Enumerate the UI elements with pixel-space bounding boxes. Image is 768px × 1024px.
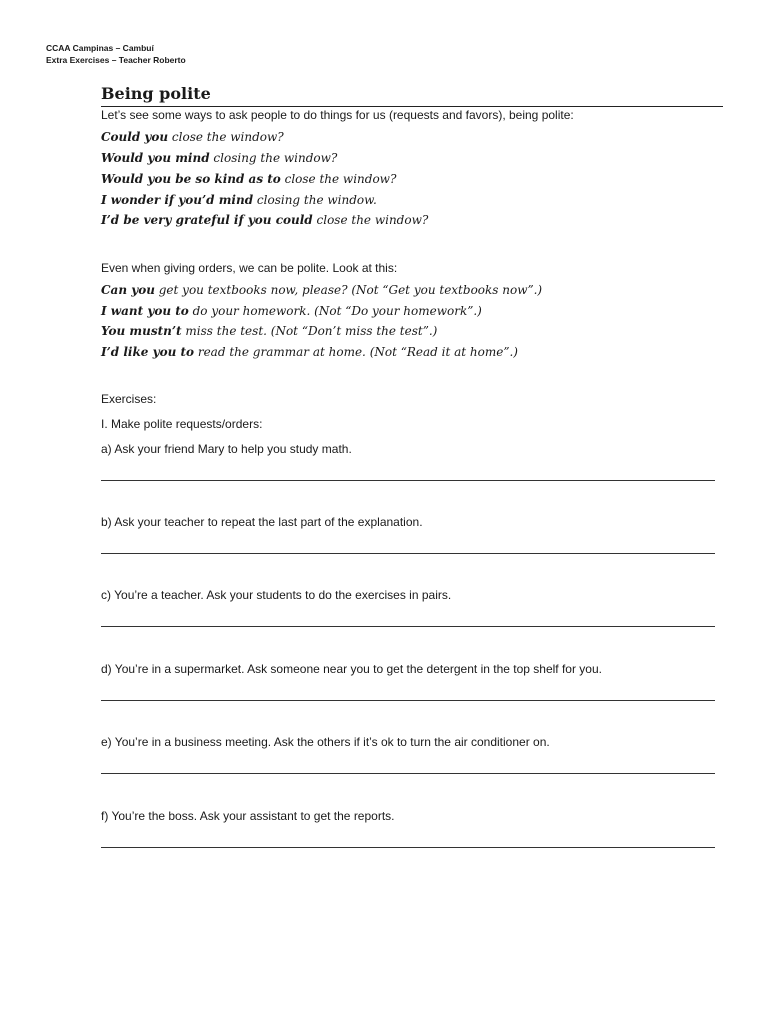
question-text: e) You’re in a business meeting. Ask the others if it’s ok to turn the air conditioner on. bbox=[101, 735, 550, 749]
answer-line[interactable] bbox=[101, 553, 715, 554]
answer-line[interactable] bbox=[101, 626, 715, 627]
question-text: a) Ask your friend Mary to help you study math. bbox=[101, 442, 352, 456]
request-example: Would you mind closing the window? bbox=[101, 151, 338, 165]
orders-intro-text: Even when giving orders, we can be polite. Look at this: bbox=[101, 261, 398, 275]
page-title: Being polite bbox=[101, 84, 211, 103]
order-example: I’d like you to read the grammar at home. (Not “Read it at home”.) bbox=[101, 345, 518, 359]
question-text: b) Ask your teacher to repeat the last part of the explanation. bbox=[101, 515, 423, 529]
request-example: I’d be very grateful if you could close the window? bbox=[101, 213, 429, 227]
answer-line[interactable] bbox=[101, 700, 715, 701]
question-text: c) You’re a teacher. Ask your students to do the exercises in pairs. bbox=[101, 588, 452, 602]
title-divider bbox=[101, 106, 723, 107]
intro-text: Let’s see some ways to ask people to do things for us (requests and favors), being polite: bbox=[101, 108, 574, 122]
order-example: You mustn’t miss the test. (Not “Don’t miss the test”.) bbox=[101, 324, 438, 338]
answer-line[interactable] bbox=[101, 480, 715, 481]
request-example: Would you be so kind as to close the window? bbox=[101, 172, 397, 186]
order-example: I want you to do your homework. (Not “Do your homework”.) bbox=[101, 304, 482, 318]
request-example: Could you close the window? bbox=[101, 130, 284, 144]
header-school: CCAA Campinas – Cambuí bbox=[46, 43, 154, 53]
section-heading: I. Make polite requests/orders: bbox=[101, 417, 263, 431]
question-text: d) You’re in a supermarket. Ask someone near you to get the detergent in the top shelf for you. bbox=[101, 662, 602, 676]
request-example: I wonder if you’d mind closing the window. bbox=[101, 193, 377, 207]
question-text: f) You’re the boss. Ask your assistant to get the reports. bbox=[101, 809, 395, 823]
header-course: Extra Exercises – Teacher Roberto bbox=[46, 55, 186, 65]
order-example: Can you get you textbooks now, please? (Not “Get you textbooks now”.) bbox=[101, 283, 543, 297]
exercises-heading: Exercises: bbox=[101, 392, 157, 406]
answer-line[interactable] bbox=[101, 773, 715, 774]
answer-line[interactable] bbox=[101, 847, 715, 848]
